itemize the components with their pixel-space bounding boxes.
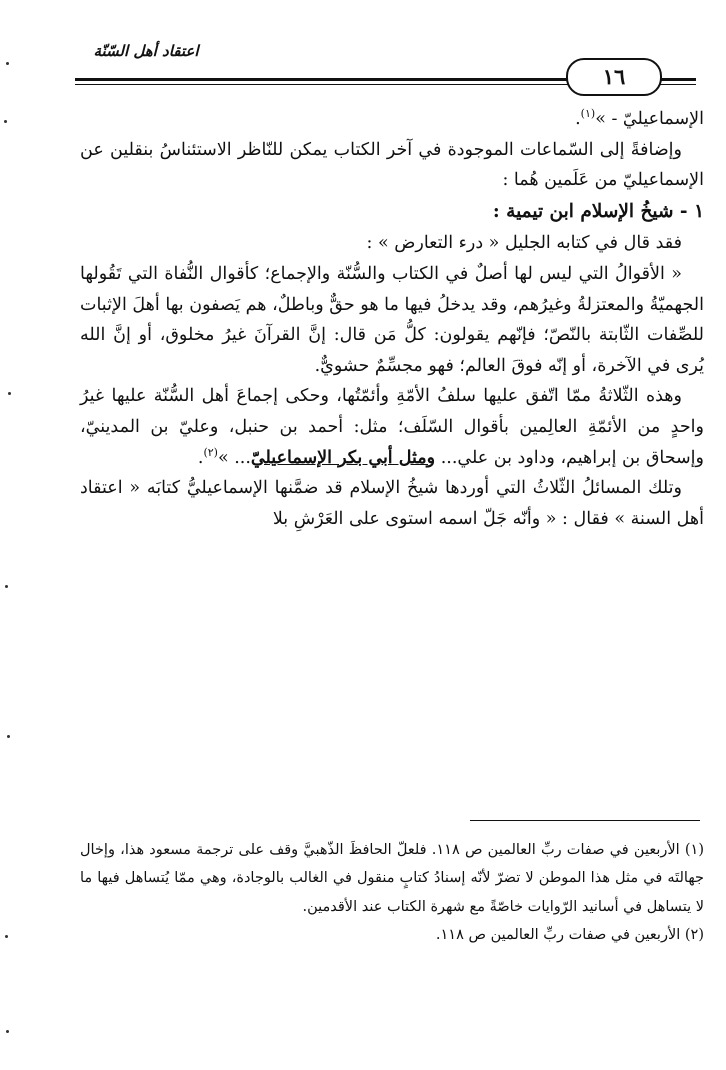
quote-close: ... » — [217, 447, 251, 468]
margin-speck — [5, 585, 8, 588]
quote-paragraph: « الأقوالُ التي ليس لها أصلٌ في الكتاب والسُّنّة والإجماع؛ كأقوال النُّفاة التي تَقُولها الجهميّةُ والمعتزلةُ وغيرُهم، وقد يدخلُ فيها ما هو حقٌّ وباطلٌ، هم يَصفون بها أهلَ الإثبات للصِّفات الثّابتة بالنّصّ؛ فإنّهم يقولون: كلُّ مَن قال: إنَّ القرآنَ غيرُ مخلوق، أو إنَّ الله يُرى في الآخرة، أو إنّه فوقَ العالم؛ فهو مجسِّمٌ حشويٌّ. — [80, 263, 704, 376]
paragraph-additions: وإضافةً إلى السّماعات الموجودة في آخر الكتاب يمكن للنّاظر الاستئناسُ بنقلين عن الإسماعيليّ من عَلَمين هُما : — [80, 139, 704, 191]
footnote-2: (٢) الأربعين في صفات ربِّ العالمين ص ١١٨. — [435, 926, 704, 943]
section-heading-ibn-taymiyya: ١ - شيخُ الإسلام ابن تيمية : — [492, 200, 704, 222]
continuation-line: الإسماعيليّ - »$^{(١)}$. — [575, 107, 704, 129]
page-number: ١٦ — [566, 58, 662, 96]
footnote-1: (١) الأربعين في صفات ربِّ العالمين ص ١١٨. فلعلّ الحافظَ الذّهبيَّ وقف على ترجمة مسعود هذا، وإخال جهالتَه في مثل هذا الموطن لا تضرّ لأنّه إسنادُ كتابٍ منقول في الغالب بالوجادة، وهي ممّا يُتساهل فيها ما لا يتساهل في أسانيد الرّوايات خاصّةً مع شهرة الكتاب عند الأقدمين. — [80, 842, 704, 915]
footnotes — [80, 836, 704, 949]
footnote-separator — [470, 820, 700, 821]
emphasized-phrase: ومثل أبي بكر الإسماعيليّ — [250, 447, 436, 468]
consensus-text: وهذه الثّلاثةُ ممّا اتّفق عليها سلفُ الأمّةِ وأئمّتُها، وحكى إجماعَ أهل السُّنّة عليها غيرُ واحدٍ من الأئمّةِ العالِمين بأقوال السّلَف؛ مثل: أحمد بن حنبل، وعليّ بن المدينيّ، وإسحاق بن إبراهيم، وداود بن علي... — [80, 386, 704, 468]
margin-speck — [7, 735, 10, 738]
paragraph-citation-intro: فقد قال في كتابه الجليل « درء التعارض » : — [366, 233, 682, 254]
margin-speck — [8, 392, 11, 395]
margin-speck — [5, 935, 8, 938]
margin-speck — [6, 1030, 9, 1033]
continuation-text: الإسماعيليّ - » — [595, 109, 704, 129]
running-header-title: اعتقاد أهل السّنّة — [93, 42, 199, 60]
paragraph-three-issues: وتلك المسائلُ الثّلاثُ التي أوردها شيخُ الإسلام قد ضمَّنها الإسماعيليُّ كتابَه « اعتقاد أهل السنة » فقال : « وأنّه جَلّ اسمه استوى على العَرْشِ بلا — [80, 478, 704, 529]
main-text — [80, 104, 704, 535]
footnote-ref-2: (٢) — [203, 445, 218, 459]
paragraph-consensus: وهذه الثّلاثةُ ممّا اتّفق عليها سلفُ الأمّةِ وأئمّتُها، وحكى إجماعَ أهل السُّنّة عليها غيرُ واحدٍ من الأئمّةِ العالِمين بأقوال السّلَف؛ مثل: أحمد بن حنبل، وعليّ بن المدينيّ، وإسحاق بن إبراهيم، وداود بن علي... ومثل أبي بكر الإسماعيليّ... »$^{(٢)}$. — [80, 386, 704, 468]
margin-speck — [6, 62, 9, 65]
margin-speck — [4, 120, 7, 123]
footnote-ref-1: (١) — [580, 107, 596, 121]
